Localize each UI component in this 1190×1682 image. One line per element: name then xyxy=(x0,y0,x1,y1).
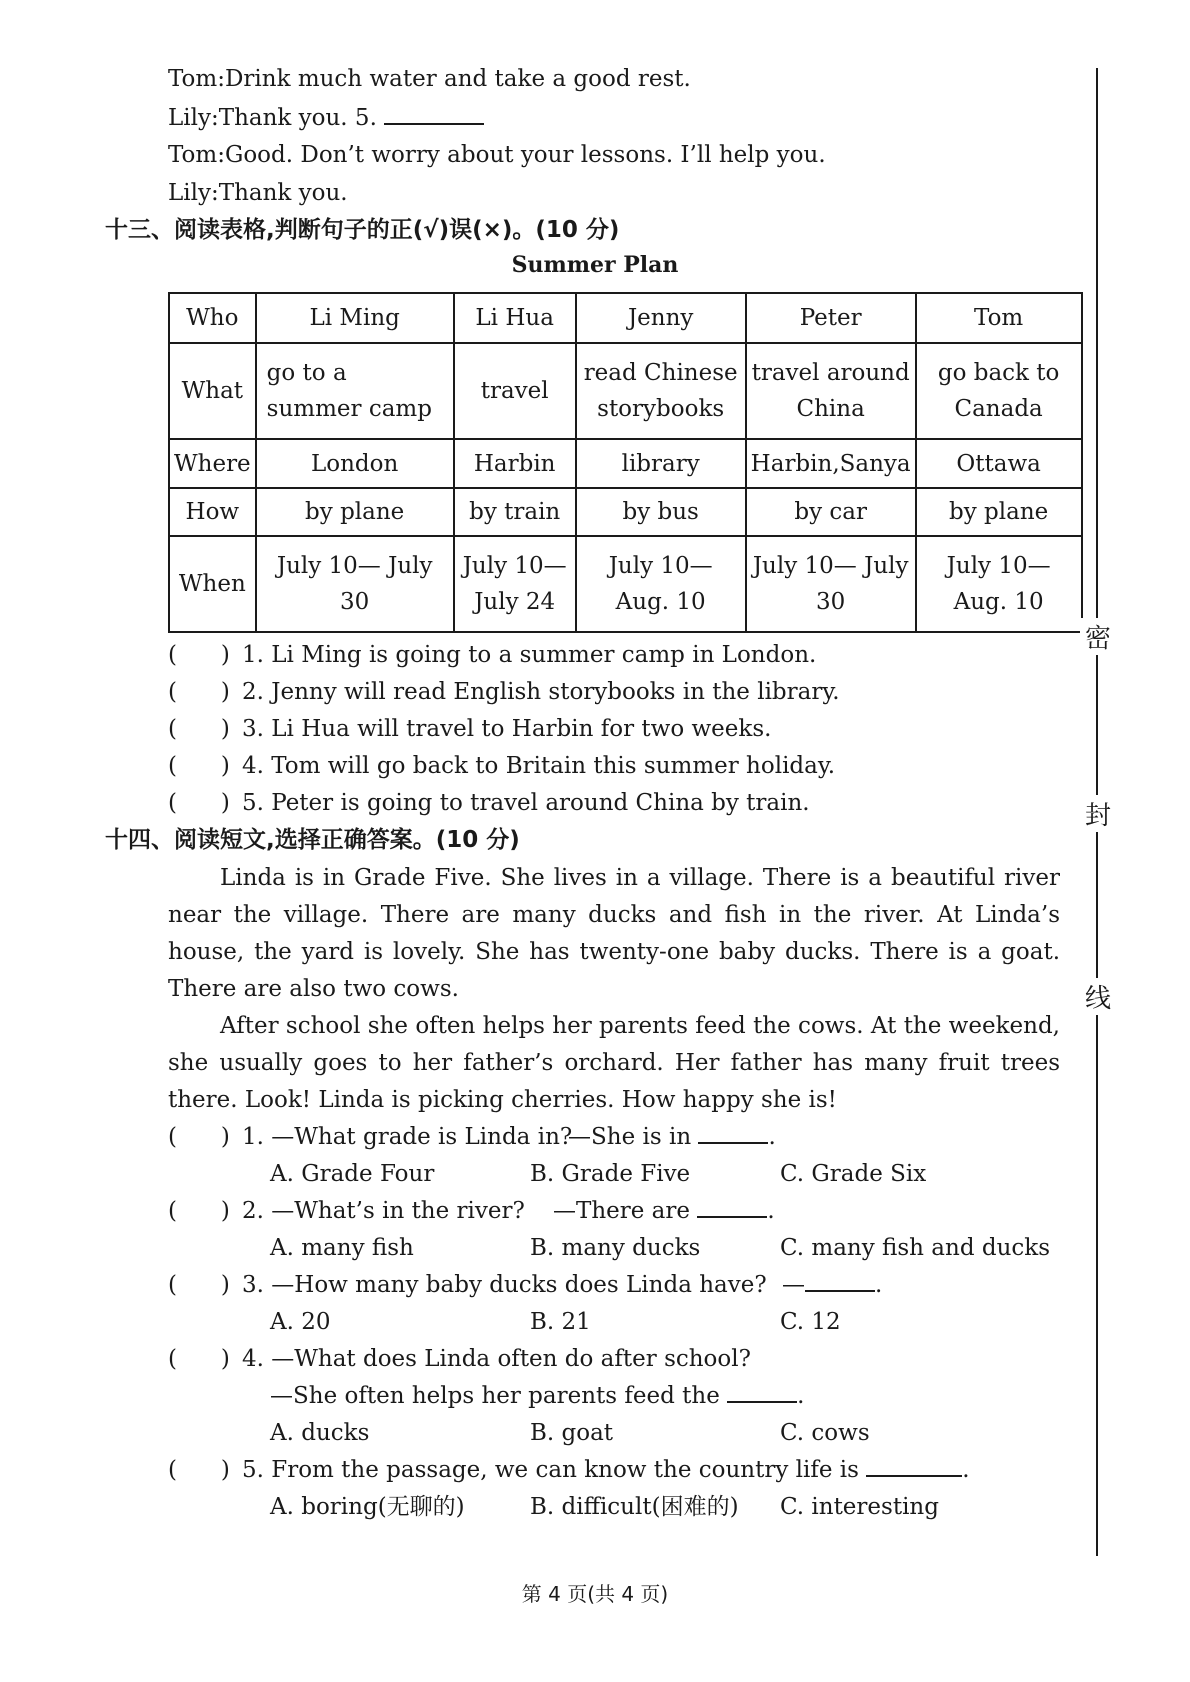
option-a[interactable]: A. Grade Four xyxy=(270,1161,435,1187)
answer-paren[interactable]: ( ) xyxy=(168,1272,230,1298)
table-cell: What xyxy=(169,343,256,439)
answer-blank[interactable] xyxy=(805,1268,875,1292)
table-cell: travel xyxy=(454,343,576,439)
question: 1. —What grade is Linda in? xyxy=(242,1124,573,1150)
option-c[interactable]: C. interesting xyxy=(780,1494,939,1520)
option-b[interactable]: B. 21 xyxy=(530,1309,591,1335)
question-answer-text: — xyxy=(782,1272,805,1298)
answer-paren[interactable]: ( ) xyxy=(168,642,230,668)
question: 2. —What’s in the river? xyxy=(242,1198,525,1224)
table-title: Summer Plan xyxy=(511,252,679,278)
question: 5. From the passage, we can know the country life is . xyxy=(242,1453,970,1487)
table-cell: go back to Canada xyxy=(916,343,1082,439)
answer-paren[interactable]: ( ) xyxy=(168,1346,230,1372)
passage-paragraph: Linda is in Grade Five. She lives in a village. There is a beautiful river near the village. There are many ducks and fish in the river. At Linda’s house, the yard is lovely. She has twenty-one baby ducks. There is a goat. There are also two cows. xyxy=(168,865,1060,1002)
question: 3. —How many baby ducks does Linda have? xyxy=(242,1272,767,1298)
dialogue-line-2-text: Lily:Thank you. 5. xyxy=(168,105,377,131)
question-answer-text: —She is in xyxy=(568,1124,692,1150)
table-cell: July 10— July 30 xyxy=(746,536,916,632)
statement: 5. Peter is going to travel around China by train. xyxy=(242,790,810,816)
summer-plan-table xyxy=(168,292,1083,633)
statement: 4. Tom will go back to Britain this summer holiday. xyxy=(242,753,836,779)
table-cell: Ottawa xyxy=(916,439,1082,488)
table-cell: Where xyxy=(169,439,256,488)
answer-blank[interactable] xyxy=(698,1120,768,1144)
answer-paren[interactable]: ( ) xyxy=(168,679,230,705)
option-c[interactable]: C. cows xyxy=(780,1420,870,1446)
answer-paren[interactable]: ( ) xyxy=(168,716,230,742)
table-cell: Harbin,Sanya xyxy=(746,439,916,488)
table-cell: by plane xyxy=(256,488,454,536)
table-cell: by plane xyxy=(916,488,1082,536)
answer-paren[interactable]: ( ) xyxy=(168,1198,230,1224)
option-b[interactable]: B. Grade Five xyxy=(530,1161,691,1187)
table-cell: July 10— July 30 xyxy=(256,536,454,632)
table-cell: library xyxy=(576,439,746,488)
dialogue-line-3: Tom:Good. Don’t worry about your lessons. I’ll help you. xyxy=(168,142,826,168)
answer-blank[interactable] xyxy=(697,1194,767,1218)
question-answer-line: —There are . xyxy=(553,1194,775,1228)
option-a[interactable]: A. many fish xyxy=(270,1235,414,1261)
table-cell: go to a summer camp xyxy=(256,343,454,439)
option-a[interactable]: A. 20 xyxy=(270,1309,331,1335)
section-14-heading: 十四、阅读短文,选择正确答案。(10 分) xyxy=(105,827,520,853)
table-cell: London xyxy=(256,439,454,488)
table-cell: July 10— July 24 xyxy=(454,536,576,632)
answer-blank[interactable] xyxy=(384,101,484,125)
answer-blank[interactable] xyxy=(866,1453,962,1477)
dialogue-line-2 xyxy=(168,101,484,135)
table-cell: read Chinese storybooks xyxy=(576,343,746,439)
option-c[interactable]: C. many fish and ducks xyxy=(780,1235,1051,1261)
section-13-heading: 十三、阅读表格,判断句子的正(√)误(×)。(10 分) xyxy=(105,217,620,243)
table-cell: Peter xyxy=(746,293,916,343)
answer-paren[interactable]: ( ) xyxy=(168,790,230,816)
table-row xyxy=(169,536,1082,632)
answer-blank[interactable] xyxy=(727,1379,797,1403)
table-cell: How xyxy=(169,488,256,536)
table-cell: by car xyxy=(746,488,916,536)
answer-paren[interactable]: ( ) xyxy=(168,1124,230,1150)
table-cell: Jenny xyxy=(576,293,746,343)
table-row xyxy=(169,343,1082,439)
reading-passage xyxy=(168,860,1060,1119)
table-cell: by bus xyxy=(576,488,746,536)
answer-paren[interactable]: ( ) xyxy=(168,753,230,779)
statement: 2. Jenny will read English storybooks in the library. xyxy=(242,679,840,705)
page-number: 第 4 页(共 4 页) xyxy=(521,1582,669,1606)
option-a[interactable]: A. boring(无聊的) xyxy=(270,1494,465,1520)
table-cell: Harbin xyxy=(454,439,576,488)
question: 4. —What does Linda often do after school? xyxy=(242,1346,751,1372)
statement: 3. Li Hua will travel to Harbin for two weeks. xyxy=(242,716,772,742)
option-b[interactable]: B. goat xyxy=(530,1420,614,1446)
table-cell: July 10— Aug. 10 xyxy=(916,536,1082,632)
question-answer-line: — . xyxy=(782,1268,882,1302)
table-row xyxy=(169,488,1082,536)
table-cell: Li Hua xyxy=(454,293,576,343)
question-answer-line: —She often helps her parents feed the . xyxy=(270,1379,804,1413)
option-a[interactable]: A. ducks xyxy=(270,1420,370,1446)
binding-mark-xian: 线 xyxy=(1080,978,1116,1015)
table-row xyxy=(169,439,1082,488)
question-answer-text: —There are xyxy=(553,1198,691,1224)
binding-mark-mi: 密 xyxy=(1080,618,1116,655)
statement: 1. Li Ming is going to a summer camp in London. xyxy=(242,642,817,668)
table-cell: When xyxy=(169,536,256,632)
table-cell: July 10— Aug. 10 xyxy=(576,536,746,632)
answer-paren[interactable]: ( ) xyxy=(168,1457,230,1483)
table-cell: by train xyxy=(454,488,576,536)
option-c[interactable]: C. Grade Six xyxy=(780,1161,927,1187)
dialogue-line-1: Tom:Drink much water and take a good rest. xyxy=(168,66,691,92)
option-b[interactable]: B. many ducks xyxy=(530,1235,701,1261)
question-text: 5. From the passage, we can know the country life is xyxy=(242,1457,859,1483)
table-cell: Li Ming xyxy=(256,293,454,343)
question-answer-text: —She often helps her parents feed the xyxy=(270,1383,720,1409)
table-cell: Who xyxy=(169,293,256,343)
passage-paragraph: After school she often helps her parents feed the cows. At the weekend, she usually goes to her father’s orchard. Her father has many fruit trees there. Look! Linda is picking cherries. How happy she is! xyxy=(168,1013,1060,1113)
dialogue-line-4: Lily:Thank you. xyxy=(168,180,348,206)
table-cell: Tom xyxy=(916,293,1082,343)
table-row xyxy=(169,293,1082,343)
binding-mark-feng: 封 xyxy=(1080,795,1116,832)
option-b[interactable]: B. difficult(困难的) xyxy=(530,1494,739,1520)
option-c[interactable]: C. 12 xyxy=(780,1309,841,1335)
question-answer-line: —She is in . xyxy=(568,1120,776,1154)
table-cell: travel around China xyxy=(746,343,916,439)
